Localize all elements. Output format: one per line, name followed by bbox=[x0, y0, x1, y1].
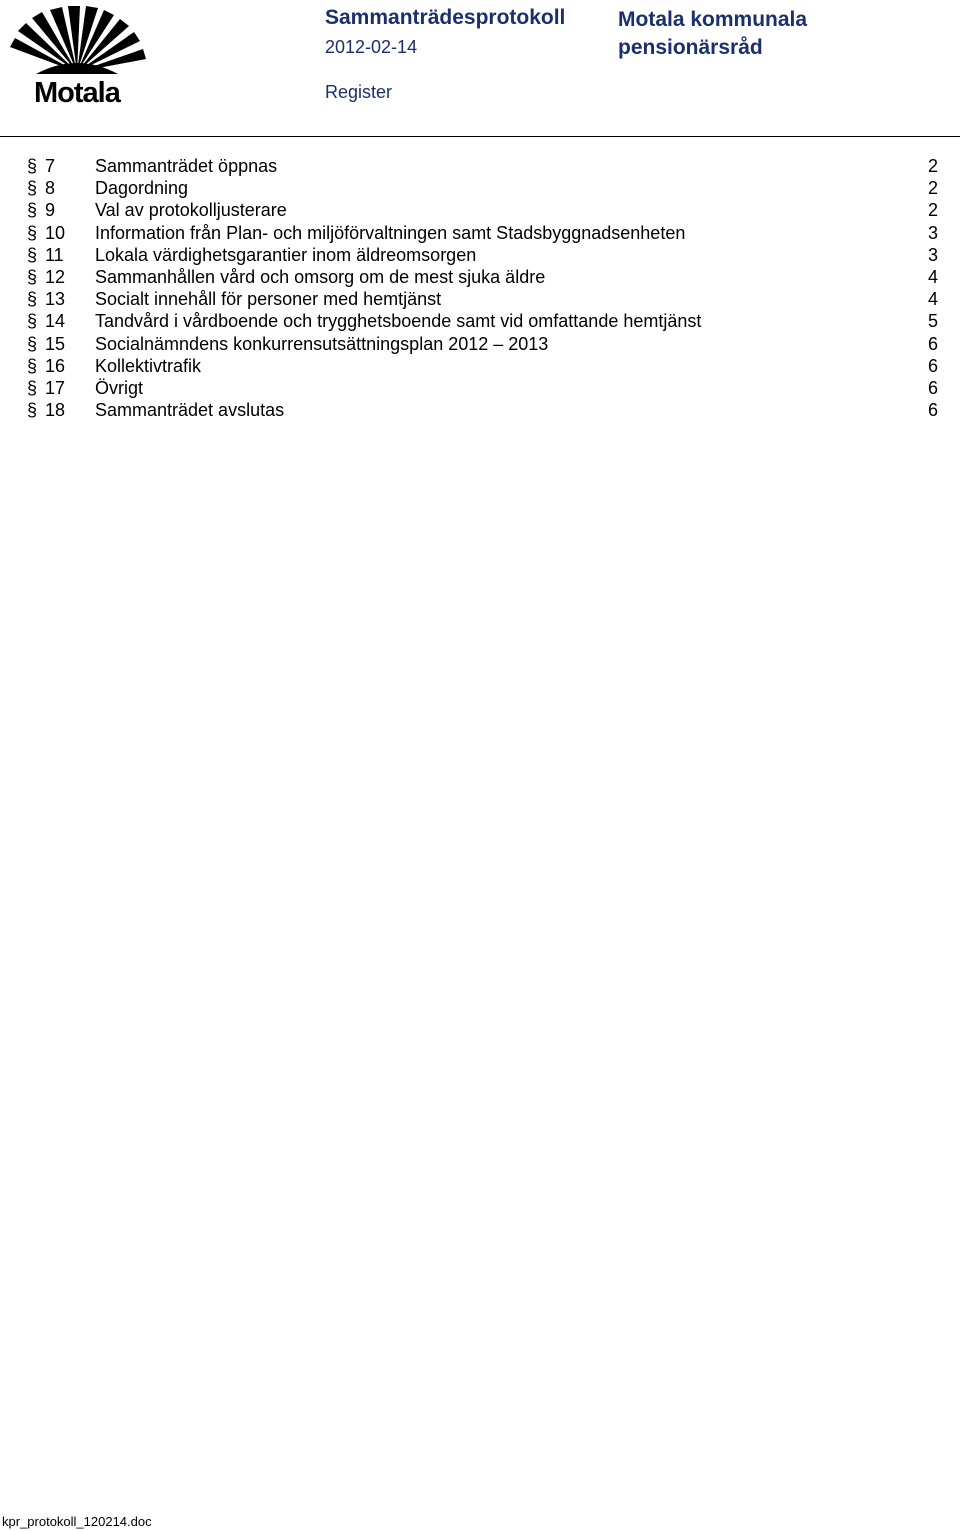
paragraph-number: 14 bbox=[45, 311, 66, 332]
section-sign-icon: § bbox=[27, 156, 38, 176]
paragraph-title: Socialt innehåll för personer med hemtjänst bbox=[95, 289, 442, 310]
register-item bbox=[0, 355, 960, 377]
page-number: 5 bbox=[927, 311, 938, 332]
paragraph-title: Sammanträdet avslutas bbox=[95, 400, 285, 421]
header-divider bbox=[0, 136, 960, 137]
footer-filename: kpr_protokoll_120214.doc bbox=[2, 1514, 152, 1529]
page-number: 6 bbox=[927, 333, 938, 354]
paragraph-number: 13 bbox=[45, 289, 66, 310]
section-sign-icon: § bbox=[27, 311, 38, 332]
register-item bbox=[0, 377, 960, 399]
paragraph-title: Lokala värdighetsgarantier inom äldreomsorgen bbox=[95, 244, 477, 265]
section-sign-icon: § bbox=[27, 200, 38, 221]
paragraph-title: Sammanhållen vård och omsorg om de mest sjuka äldre bbox=[95, 266, 546, 287]
paragraph-title: Tandvård i vårdboende och trygghetsboende samt vid omfattande hemtjänst bbox=[95, 311, 702, 332]
register-item bbox=[0, 399, 960, 421]
paragraph-title: Socialnämndens konkurrensutsättningsplan 2012 – 2013 bbox=[95, 333, 549, 354]
section-sign-icon: § bbox=[27, 266, 38, 287]
register-item bbox=[0, 288, 960, 310]
logo-wordmark: Motala bbox=[34, 77, 120, 104]
paragraph-number: 7 bbox=[45, 156, 56, 176]
register-list bbox=[0, 155, 960, 421]
page-number: 4 bbox=[927, 289, 938, 310]
section-sign-icon: § bbox=[27, 222, 38, 243]
page-number: 2 bbox=[927, 200, 938, 221]
section-sign-icon: § bbox=[27, 355, 38, 376]
page-number: 2 bbox=[927, 156, 938, 176]
paragraph-title: Val av protokolljusterare bbox=[95, 200, 287, 221]
paragraph-number: 18 bbox=[45, 400, 66, 421]
paragraph-number: 8 bbox=[45, 178, 56, 199]
page-number: 6 bbox=[927, 355, 938, 376]
page-number: 3 bbox=[927, 222, 938, 243]
paragraph-title: Information från Plan- och miljöförvaltningen samt Stadsbyggnadsenheten bbox=[95, 222, 686, 243]
register-item bbox=[0, 177, 960, 199]
paragraph-title: Övrigt bbox=[95, 377, 144, 398]
paragraph-title: Kollektivtrafik bbox=[95, 355, 202, 376]
paragraph-number: 15 bbox=[45, 333, 66, 354]
organization-name: Motala kommunala pensionärsråd bbox=[618, 8, 808, 59]
paragraph-title: Dagordning bbox=[95, 178, 189, 199]
register-item bbox=[0, 199, 960, 221]
section-title: Register bbox=[325, 82, 393, 102]
paragraph-number: 9 bbox=[45, 200, 56, 221]
paragraph-title: Sammanträdet öppnas bbox=[95, 156, 278, 176]
register-item bbox=[0, 333, 960, 355]
page-number: 3 bbox=[927, 244, 938, 265]
sunburst-icon bbox=[6, 4, 148, 104]
paragraph-number: 12 bbox=[45, 266, 66, 287]
paragraph-number: 17 bbox=[45, 377, 66, 398]
paragraph-number: 10 bbox=[45, 222, 66, 243]
motala-logo bbox=[6, 4, 148, 104]
page-number: 6 bbox=[927, 377, 938, 398]
section-sign-icon: § bbox=[27, 377, 38, 398]
page-number: 6 bbox=[927, 400, 938, 421]
document-title: Sammanträdesprotokoll bbox=[325, 6, 566, 29]
section-sign-icon: § bbox=[27, 333, 38, 354]
register-item bbox=[0, 266, 960, 288]
register-item bbox=[0, 244, 960, 266]
register-item bbox=[0, 222, 960, 244]
paragraph-number: 16 bbox=[45, 355, 66, 376]
section-sign-icon: § bbox=[27, 244, 38, 265]
page-number: 2 bbox=[927, 178, 938, 199]
page-number: 4 bbox=[927, 266, 938, 287]
section-sign-icon: § bbox=[27, 289, 38, 310]
section-sign-icon: § bbox=[27, 400, 38, 421]
meeting-date: 2012-02-14 bbox=[325, 37, 418, 57]
paragraph-number: 11 bbox=[45, 244, 64, 265]
register-item bbox=[0, 155, 960, 177]
register-item bbox=[0, 310, 960, 332]
section-sign-icon: § bbox=[27, 178, 38, 199]
